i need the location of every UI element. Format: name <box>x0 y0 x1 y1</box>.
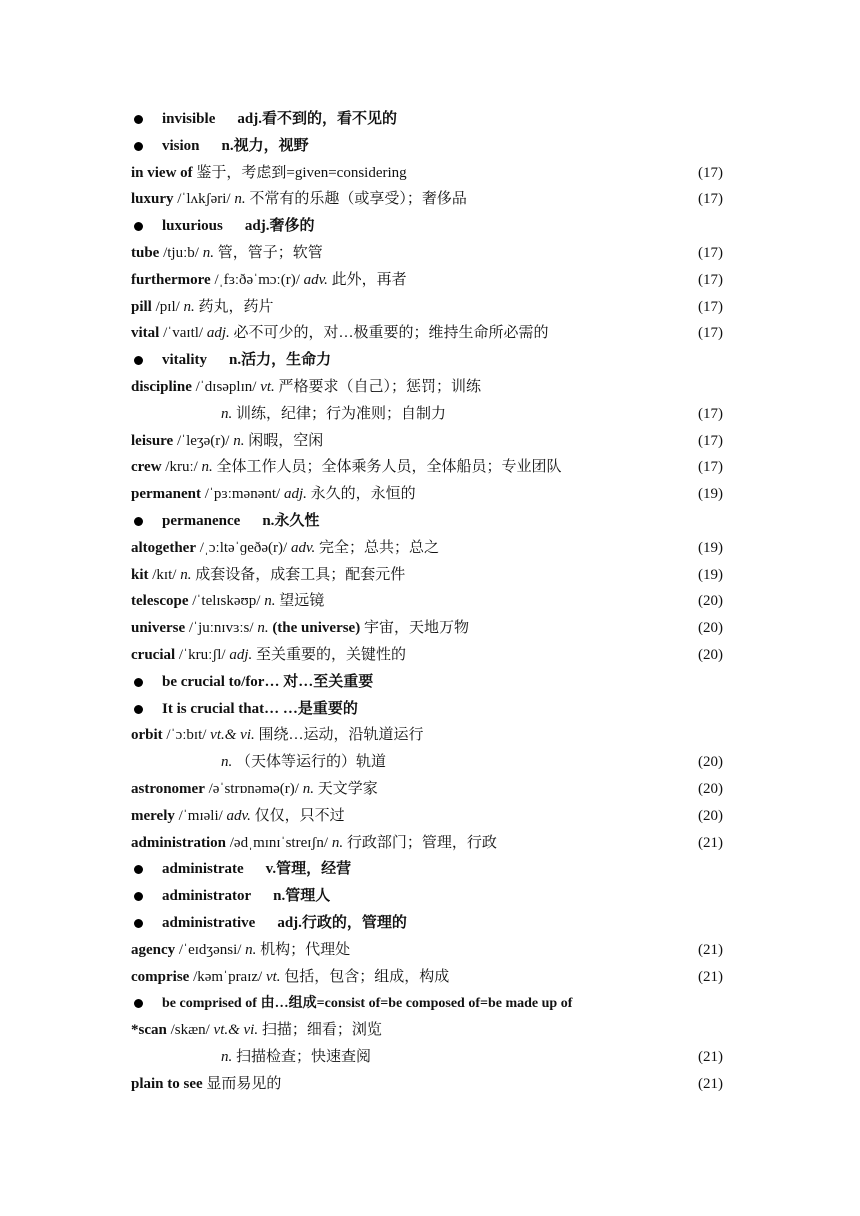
derived-meaning: n.视力，视野 <box>221 137 309 154</box>
derived-meaning: adj.行政的，管理的 <box>277 914 407 931</box>
phonetic: /ˈjuːnɪvɜːs/ <box>188 620 254 637</box>
derived-meaning: 由…组成=consist of=be composed of=be made up of <box>260 996 573 1012</box>
page-number: (21) <box>698 941 723 958</box>
derived-word: administrator <box>162 888 252 905</box>
part-of-speech: n. <box>221 405 233 422</box>
part-of-speech: n. <box>302 780 314 797</box>
part-of-speech: n. <box>245 941 257 958</box>
sub-sense-row <box>131 401 723 428</box>
page-number: (17) <box>698 298 723 315</box>
sub-sense-row <box>131 749 723 776</box>
part-of-speech: adv. <box>290 539 316 556</box>
phonetic: /kəmˈpraɪz/ <box>193 968 263 985</box>
phonetic: /ˈtelɪskəʊp/ <box>192 593 261 610</box>
definition: 不常有的乐趣（或享受）；奢侈品 <box>249 191 467 208</box>
headword: vital <box>131 325 160 342</box>
headword: merely <box>131 807 175 824</box>
phonetic: /ˈdɪsəplɪn/ <box>195 378 257 395</box>
bullet-icon <box>134 892 143 901</box>
derived-meaning: v.管理，经营 <box>265 861 352 878</box>
headword: kit <box>131 566 149 583</box>
vocab-entry-row <box>131 722 723 749</box>
part-of-speech: vt.& vi. <box>213 1022 259 1039</box>
headword: orbit <box>131 727 163 744</box>
headword: leisure <box>131 432 174 449</box>
phonetic: /ˈpɜːmənənt/ <box>204 486 281 503</box>
derived-meaning: n.管理人 <box>273 888 331 905</box>
bullet-icon <box>134 865 143 874</box>
bullet-icon <box>134 517 143 526</box>
part-of-speech: n. <box>183 298 195 315</box>
vocab-entry-row <box>131 1071 723 1098</box>
phonetic: /ˈmɪəli/ <box>178 807 223 824</box>
vocab-entry-row <box>131 374 723 401</box>
definition: 围绕…运动，沿轨道运行 <box>258 727 424 744</box>
part-of-speech: n. <box>257 620 269 637</box>
page-number: (17) <box>698 244 723 261</box>
vocab-entry-row <box>131 803 723 830</box>
page-number: (17) <box>698 325 723 342</box>
vocab-entry-row <box>131 428 723 455</box>
definition: 必不可少的，对…极重要的；维持生命所必需的 <box>233 325 549 342</box>
phonetic: /kruː/ <box>165 459 198 476</box>
phonetic: /ˈvaɪtl/ <box>163 325 204 342</box>
phonetic: /ədˌmɪnɪˈstreɪʃn/ <box>229 834 329 851</box>
phonetic: /əˈstrɒnəmə(r)/ <box>208 780 299 797</box>
vocab-entry-row <box>131 240 723 267</box>
derived-word: vitality <box>162 352 207 369</box>
page-number: (21) <box>698 1048 723 1065</box>
vocabulary-list <box>131 106 723 1097</box>
vocab-entry-row <box>131 588 723 615</box>
definition: 仅仅，只不过 <box>254 807 345 824</box>
headword: altogether <box>131 539 196 556</box>
derived-word-row <box>131 133 723 160</box>
headword: tube <box>131 244 160 261</box>
part-of-speech: n. <box>202 244 214 261</box>
headword: universe <box>131 620 186 637</box>
definition: 宇宙，天地万物 <box>363 620 469 637</box>
vocab-entry-row <box>131 454 723 481</box>
phonetic: /ˈkruːʃl/ <box>178 646 226 663</box>
part-of-speech: adj. <box>229 646 253 663</box>
page-number: (20) <box>698 807 723 824</box>
vocab-entry-row <box>131 562 723 589</box>
headword: plain to see <box>131 1075 203 1092</box>
definition: （天体等运行的）轨道 <box>236 754 387 771</box>
part-of-speech: adv. <box>303 271 328 288</box>
headword: crew <box>131 459 162 476</box>
headword: in view of <box>131 164 193 181</box>
derived-word: be comprised of <box>162 996 257 1012</box>
page-number: (20) <box>698 780 723 797</box>
derived-word-row <box>131 106 723 133</box>
page-number: (20) <box>698 620 723 637</box>
derived-word-row <box>131 696 723 723</box>
phonetic: /ˈlʌkʃəri/ <box>177 191 231 208</box>
definition: 望远镜 <box>279 593 325 610</box>
page-number: (20) <box>698 754 723 771</box>
vocab-entry-row <box>131 964 723 991</box>
headword: telescope <box>131 593 189 610</box>
page-number: (21) <box>698 834 723 851</box>
usage-note: (the universe) <box>272 620 361 637</box>
part-of-speech: n. <box>331 834 344 851</box>
part-of-speech: n. <box>221 754 233 771</box>
bullet-icon <box>134 222 143 231</box>
page-number: (19) <box>698 539 723 556</box>
part-of-speech: n. <box>234 191 246 208</box>
derived-word-row <box>131 883 723 910</box>
part-of-speech: n. <box>221 1048 233 1065</box>
phonetic: /skæn/ <box>170 1022 210 1039</box>
definition: 训练，纪律；行为准则；自制力 <box>236 405 447 422</box>
definition: 完全；总共；总之 <box>318 539 439 556</box>
bullet-icon <box>134 678 143 687</box>
definition: 扫描检查；快速查阅 <box>236 1048 372 1065</box>
derived-word-row <box>131 213 723 240</box>
vocab-entry-row <box>131 535 723 562</box>
derived-word-row <box>131 347 723 374</box>
derived-word: invisible <box>162 111 216 127</box>
page-number: (17) <box>698 405 723 422</box>
derived-meaning: adj.看不到的，看不见的 <box>237 111 397 127</box>
derived-word-row <box>131 856 723 883</box>
page-number: (17) <box>698 459 723 476</box>
derived-word-row <box>131 990 723 1017</box>
vocab-entry-row <box>131 294 723 321</box>
definition: 行政部门；管理，行政 <box>346 834 497 851</box>
headword: luxury <box>131 191 174 208</box>
part-of-speech: adv. <box>226 807 251 824</box>
part-of-speech: n. <box>233 432 245 449</box>
phonetic: /ˌfɜːðəˈmɔː(r)/ <box>214 271 300 288</box>
definition: 显而易见的 <box>206 1075 282 1092</box>
part-of-speech: n. <box>201 459 213 476</box>
definition: 天文学家 <box>317 780 378 797</box>
page-number: (21) <box>698 1075 723 1092</box>
bullet-icon <box>134 999 143 1008</box>
headword: *scan <box>131 1022 167 1039</box>
derived-word-row <box>131 910 723 937</box>
page-number: (19) <box>698 486 723 503</box>
part-of-speech: vt.& vi. <box>210 727 255 744</box>
part-of-speech: vt. <box>260 378 275 395</box>
definition: 成套设备，成套工具；配套元件 <box>195 566 406 583</box>
phonetic: /ˈeɪdʒənsi/ <box>178 941 242 958</box>
vocab-entry-row <box>131 937 723 964</box>
bullet-icon <box>134 919 143 928</box>
vocab-entry-row <box>131 481 723 508</box>
bullet-icon <box>134 356 143 365</box>
derived-meaning: 对…至关重要 <box>283 673 374 690</box>
bullet-icon <box>134 142 143 151</box>
derived-word-row <box>131 508 723 535</box>
bullet-icon <box>134 115 143 124</box>
page-number: (21) <box>698 968 723 985</box>
vocab-entry-row <box>131 186 723 213</box>
phonetic: /ˈleʒə(r)/ <box>176 432 230 449</box>
definition: 机构；代理处 <box>260 941 351 958</box>
phonetic: /kɪt/ <box>152 566 177 583</box>
page-number: (20) <box>698 593 723 610</box>
derived-meaning: n.永久性 <box>262 512 320 529</box>
part-of-speech: vt. <box>265 968 281 985</box>
derived-word: administrative <box>162 914 256 931</box>
headword: furthermore <box>131 271 211 288</box>
vocab-entry-row <box>131 830 723 857</box>
phonetic: /ˈɔːbɪt/ <box>166 727 207 744</box>
definition: 严格要求（自己）；惩罚；训练 <box>278 378 482 395</box>
headword: permanent <box>131 486 201 503</box>
headword: discipline <box>131 378 192 395</box>
headword: crucial <box>131 646 176 663</box>
phonetic: /tjuːb/ <box>163 244 199 261</box>
vocab-entry-row <box>131 320 723 347</box>
headword: astronomer <box>131 780 205 797</box>
headword: administration <box>131 834 227 851</box>
derived-meaning: …是重要的 <box>282 700 358 717</box>
derived-word: permanence <box>162 512 241 529</box>
headword: agency <box>131 941 176 958</box>
vocab-entry-row <box>131 267 723 294</box>
definition: 鉴于，考虑到=given=considering <box>196 164 407 181</box>
definition: 全体工作人员；全体乘务人员，全体船员；专业团队 <box>216 459 562 476</box>
part-of-speech: n. <box>180 566 192 583</box>
headword: pill <box>131 298 152 315</box>
derived-word: administrate <box>162 861 244 878</box>
page-number: (17) <box>698 191 723 208</box>
phonetic: /ˌɔːltəˈɡeðə(r)/ <box>199 539 288 556</box>
definition: 管，管子；软管 <box>217 244 323 261</box>
definition: 此外，再者 <box>331 271 407 288</box>
vocab-entry-row <box>131 642 723 669</box>
page-number: (19) <box>698 566 723 583</box>
bullet-icon <box>134 705 143 714</box>
definition: 至关重要的，关键性的 <box>255 646 406 663</box>
page-number: (17) <box>698 432 723 449</box>
vocab-entry-row <box>131 1017 723 1044</box>
vocab-entry-row <box>131 160 723 187</box>
derived-meaning: n.活力，生命力 <box>229 352 332 369</box>
part-of-speech: adj. <box>206 325 230 342</box>
part-of-speech: adj. <box>283 486 307 503</box>
part-of-speech: n. <box>264 593 276 610</box>
sub-sense-row <box>131 1044 723 1071</box>
vocab-entry-row <box>131 776 723 803</box>
derived-meaning: adj.奢侈的 <box>244 218 315 235</box>
definition: 永久的，永恒的 <box>310 486 416 503</box>
definition: 药丸，药片 <box>198 298 274 315</box>
derived-word: It is crucial that… <box>162 700 280 717</box>
vocab-entry-row <box>131 615 723 642</box>
page-number: (17) <box>698 271 723 288</box>
definition: 扫描；细看；浏览 <box>261 1022 382 1039</box>
page-number: (17) <box>698 164 723 181</box>
derived-word: be crucial to/for… <box>162 673 280 690</box>
derived-word: luxurious <box>162 218 223 235</box>
headword: comprise <box>131 968 190 985</box>
definition: 包括，包含；组成，构成 <box>284 968 450 985</box>
definition: 闲暇，空闲 <box>248 432 324 449</box>
page-number: (20) <box>698 646 723 663</box>
phonetic: /pɪl/ <box>155 298 180 315</box>
derived-word-row <box>131 669 723 696</box>
derived-word: vision <box>162 137 200 154</box>
